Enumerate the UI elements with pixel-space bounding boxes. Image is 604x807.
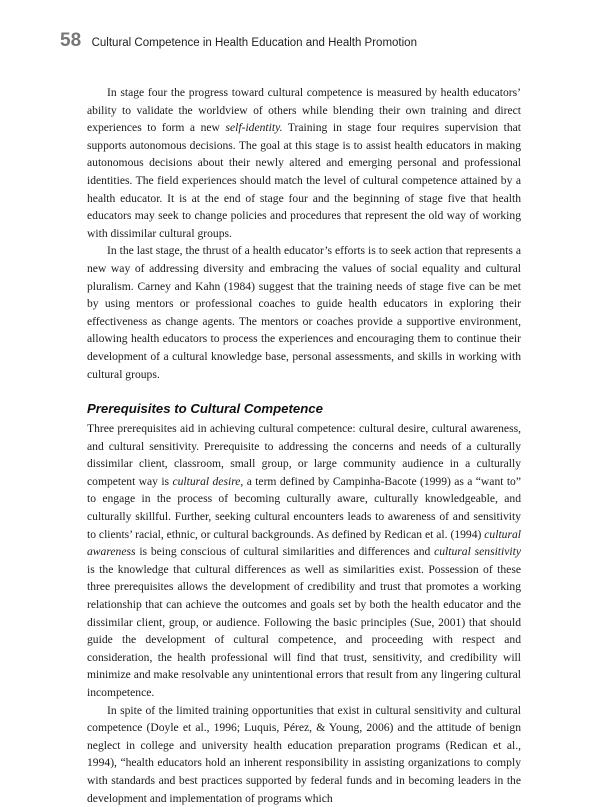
body-text <box>87 84 521 807</box>
section-heading: Prerequisites to Cultural Competence <box>87 401 323 417</box>
running-head <box>60 30 417 52</box>
paragraph-training-opportunities <box>87 702 521 807</box>
italic-term-cultural-sensitivity: cultural sensitivity <box>434 545 521 559</box>
text-run: a term defined by Campinha-Bacote (1999) as a “want to” to engage in the process of becoming culturally aware, culturally knowledgeable, and culturally skillful. Further, seeking cultural encounters leads to awareness of and sensitivity to clients’ racial, ethnic, or cultural backgrounds. As defined by Redican et al. (1994) <box>87 474 521 541</box>
text-run: Three prerequisites aid in achieving cultural competence: cultural desire, cultural awareness, and cultural sensitivity. Prerequisite to addressing the concerns and needs of a culturally dissimilar client, classroom, small group, or large community audience in a culturally competent way is <box>87 422 521 488</box>
text-run: is being conscious of cultural similarities and differences and <box>135 545 435 559</box>
paragraph-last-stage <box>87 242 521 383</box>
text-run: is the knowledge that cultural differences as well as similarities exist. Possession of these three prerequisites allows the development of credibility and trust that promotes a working relationship that can achieve the outcomes and goals set by both the health educator and the dissimilar client, group, or audience. Following the basic principles (Sue, 2001) that should guide the development of cultural competence, and proceeding with respect and consideration, the health professional will find that trust, sensitivity, and credibility will minimize and make resolvable any unintentional errors that result from any lingering cultural incompetence. <box>87 562 521 699</box>
text-run: Training in stage four requires supervision that supports autonomous decisions. The goal at this stage is to assist health educators in making autonomous decisions about their newly altered and emerging personal and professional identities. The field experiences should match the level of cultural competence attained by a health educator. It is at the end of stage four and the beginning of stage five that health educators may seek to change policies and procedures that represent the old way of working with dissimilar cultural groups. <box>87 121 521 240</box>
page-number: 58 <box>60 30 82 51</box>
paragraph-prerequisites <box>87 420 521 702</box>
paragraph-stage-four <box>87 84 521 242</box>
book-title: Cultural Competence in Health Education and Health Promotion <box>91 37 417 49</box>
italic-term-cultural-awareness: cultural awareness <box>87 527 521 559</box>
italic-term-self-identity: self-identity. <box>225 121 283 135</box>
text-run: In the last stage, the thrust of a health educator’s efforts is to seek action that represents a new way of addressing diversity and embracing the values of social equality and cultural pluralism. Carney and Kahn (1984) suggest that the training needs of stage five can be met by using mentors or professional coaches to guide health educators in exploring their effectiveness as change agents. The mentors or coaches provide a supportive environment, allowing health educators to process the experiences and encouraging them to continue their development of a cultural knowledge base, personal assessments, and skills in working with cultural groups. <box>87 244 521 381</box>
text-run: In stage four the progress toward cultural competence is measured by health educators’ ability to validate the worldview of others while blending their own training and direct experiences to form a new <box>87 86 521 135</box>
italic-term-cultural-desire: cultural desire, <box>172 474 244 488</box>
text-run: In spite of the limited training opportunities that exist in cultural sensitivity and cultural competence (Doyle et al., 1996; Luquis, Pérez, & Young, 2006) and the attitude of benign neglect in college and university health education preparation programs (Redican et al., 1994), “health educators hold an inherent responsibility in assisting organizations to comply with standards and best practices supported by federal funds and in becoming leaders in the development and implementation of programs which <box>87 703 521 805</box>
